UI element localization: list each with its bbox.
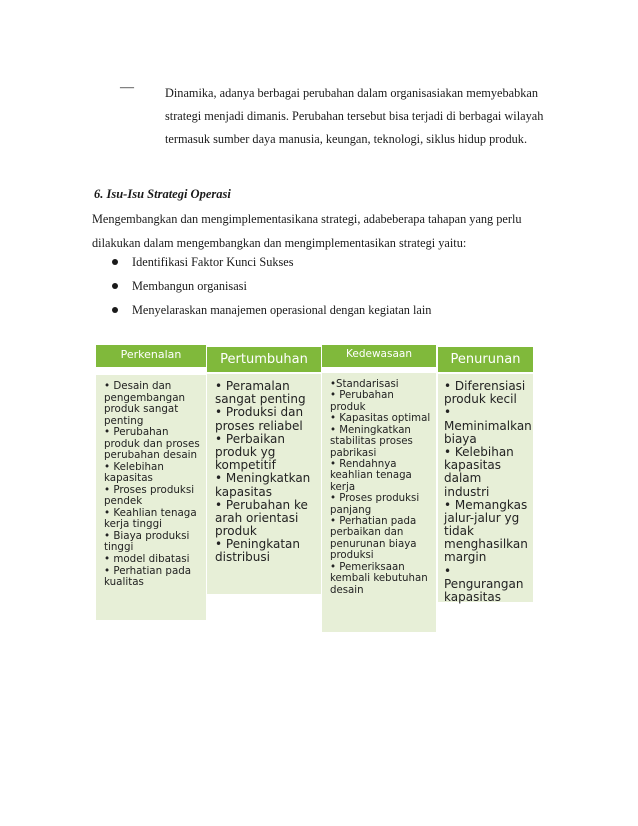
stage-item: • Perubahan produk dan proses perubahan desain — [104, 426, 200, 462]
bullet-item — [110, 298, 431, 322]
stage-item: • Memangkas jalur-jalur yg tidak menghasilkan margin — [444, 497, 528, 565]
stage-item: • Peramalan sangat penting — [215, 379, 306, 407]
bullet-item — [110, 250, 431, 274]
stage-item: • Proses produksi pendek — [104, 483, 195, 508]
stage-column-perkenalan — [96, 345, 206, 620]
bullet-text: Membangun organisasi — [132, 279, 247, 293]
stage-item: • Proses produksi panjang — [330, 493, 420, 516]
stage-body — [322, 373, 436, 632]
stage-body — [96, 375, 206, 620]
dash-marker: — — [120, 80, 134, 95]
stage-title: Pertumbuhan — [207, 347, 321, 372]
stage-item: • Meningkatkan stabilitas proses pabrikasi — [330, 424, 413, 459]
stage-item: •Standarisasi — [330, 379, 399, 390]
bullet-dot-icon — [112, 307, 118, 313]
dash-item-text: Dinamika, adanya berbagai perubahan dalam organisasiakan memyebabkan strategi menjadi dimanis. Perubahan tersebut bisa terjadi di berbagai wilayah termasuk sumber daya manusia, keungan, teknologi, siklus hidup produk. — [165, 86, 544, 147]
bullet-text: Identifikasi Faktor Kunci Sukses — [132, 255, 294, 269]
stage-column-pertumbuhan — [207, 347, 321, 594]
stage-item: • Perhatian pada perbaikan dan penurunan biaya produksi — [330, 516, 417, 562]
stage-body — [207, 374, 321, 594]
stage-title: Kedewasaan — [322, 345, 436, 367]
stage-item: • Rendahnya keahlian tenaga kerja — [330, 458, 412, 493]
stage-item: • Perhatian pada kualitas — [104, 564, 192, 589]
stage-item: • Meminimalkan biaya — [444, 405, 532, 446]
stage-item: • Diferensiasi produk kecil — [444, 379, 526, 407]
stage-item: • Perubahan produk — [330, 390, 394, 413]
stage-column-kedewasaan — [322, 345, 436, 632]
stage-column-penurunan — [438, 347, 533, 602]
stage-item: • Peningkatan distribusi — [215, 537, 301, 565]
bullet-dot-icon — [112, 259, 118, 265]
bullet-list — [110, 250, 431, 322]
stage-item: • Perbaikan produk yg kompetitif — [215, 431, 286, 473]
stage-body — [438, 374, 533, 602]
stage-item: • model dibatasi — [104, 552, 190, 565]
bullet-item — [110, 274, 431, 298]
section-paragraph: Mengembangkan dan mengimplementasikana strategi, adabeberapa tahapan yang perlu dilakukan dalam mengembangkan dan mengimplementasikan strategi yaitu: — [92, 212, 522, 250]
stage-item: • Keahlian tenaga kerja tinggi — [104, 506, 197, 531]
stage-item: • Produksi dan proses reliabel — [215, 405, 304, 433]
stage-item: • Perubahan ke arah orientasi produk — [215, 497, 308, 539]
stage-title: Penurunan — [438, 347, 533, 372]
stage-item: • Pengurangan kapasitas — [444, 563, 524, 604]
stage-item: • Kelebihan kapasitas — [104, 460, 164, 485]
stage-item: • Kapasitas optimal — [330, 413, 431, 425]
stage-item: • Biaya produksi tinggi — [104, 529, 190, 554]
stage-item: • Meningkatkan kapasitas — [215, 471, 311, 499]
bullet-dot-icon — [112, 283, 118, 289]
section-heading: 6. Isu-Isu Strategi Operasi — [94, 187, 231, 201]
stage-item: • Desain dan pengembangan produk sangat penting — [104, 380, 186, 427]
stage-item: • Kelebihan kapasitas dalam industri — [444, 444, 514, 499]
bullet-text: Menyelaraskan manajemen operasional dengan kegiatan lain — [132, 303, 432, 317]
stage-title: Perkenalan — [96, 345, 206, 367]
stage-item: • Pemeriksaan kembali kebutuhan desain — [330, 561, 428, 596]
